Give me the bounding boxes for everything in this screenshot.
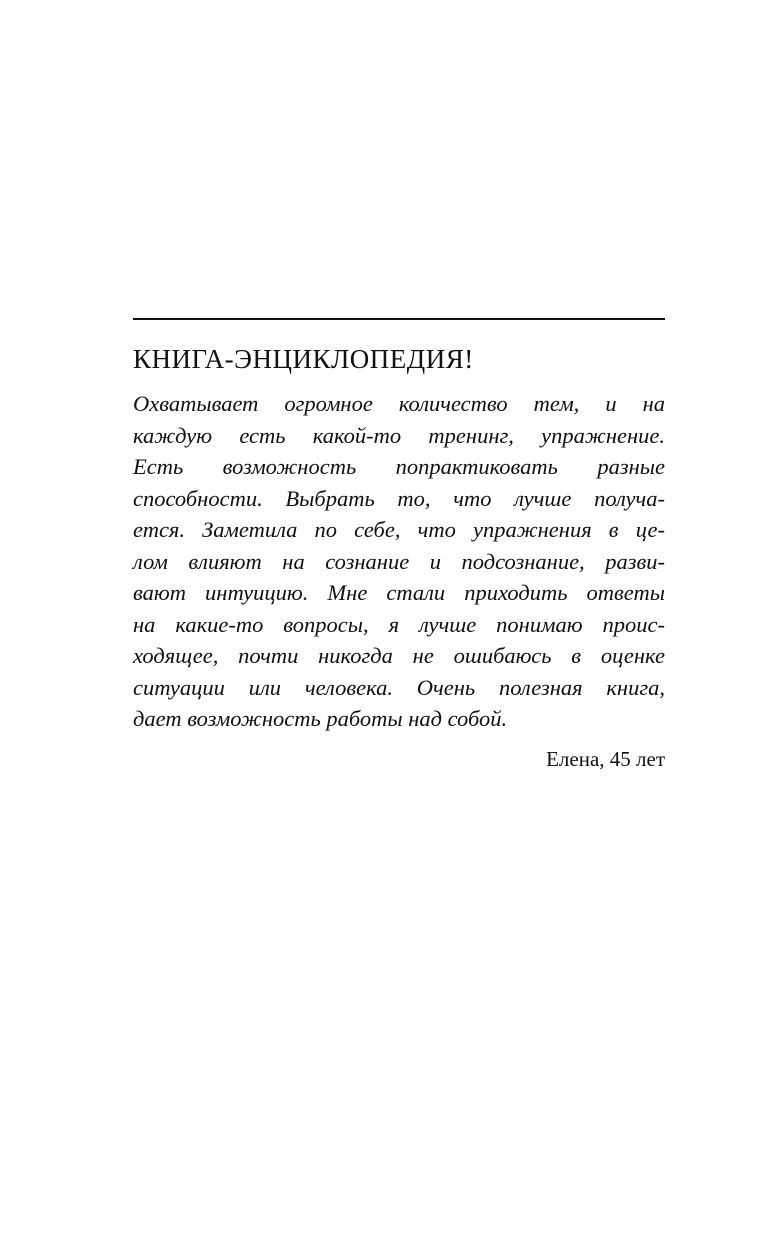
review-text-line: ходящее, почти никогда не ошибаюсь в оценке xyxy=(133,643,665,668)
review-signature: Елена, 45 лет xyxy=(546,746,665,771)
divider-rule xyxy=(133,318,665,320)
review-text-line: ситуации или человека. Очень полезная книга, xyxy=(133,674,665,700)
review-block xyxy=(133,318,665,773)
review-text-line: Есть возможность попрактиковать разные xyxy=(133,454,665,479)
review-text-line: лом влияют на сознание и подсознание, разви- xyxy=(133,548,665,574)
review-text-line: дает возможность работы над собой. xyxy=(133,706,508,731)
review-text-line: на какие-то вопросы, я лучше понимаю проис- xyxy=(133,611,665,637)
review-text-line: способности. Выбрать то, что лучше получа- xyxy=(133,485,665,511)
review-text-line: вают интуицию. Мне стали приходить ответы xyxy=(133,580,665,605)
review-text-line: ется. Заметила по себе, что упражнения в це- xyxy=(133,517,665,542)
review-text-line: каждую есть какой-то тренинг, упражнение. xyxy=(133,422,665,448)
review-text xyxy=(133,388,665,735)
review-text-line: Охватывает огромное количество тем, и на xyxy=(133,391,665,416)
review-heading: КНИГА-ЭНЦИКЛОПЕДИЯ! xyxy=(133,344,474,374)
